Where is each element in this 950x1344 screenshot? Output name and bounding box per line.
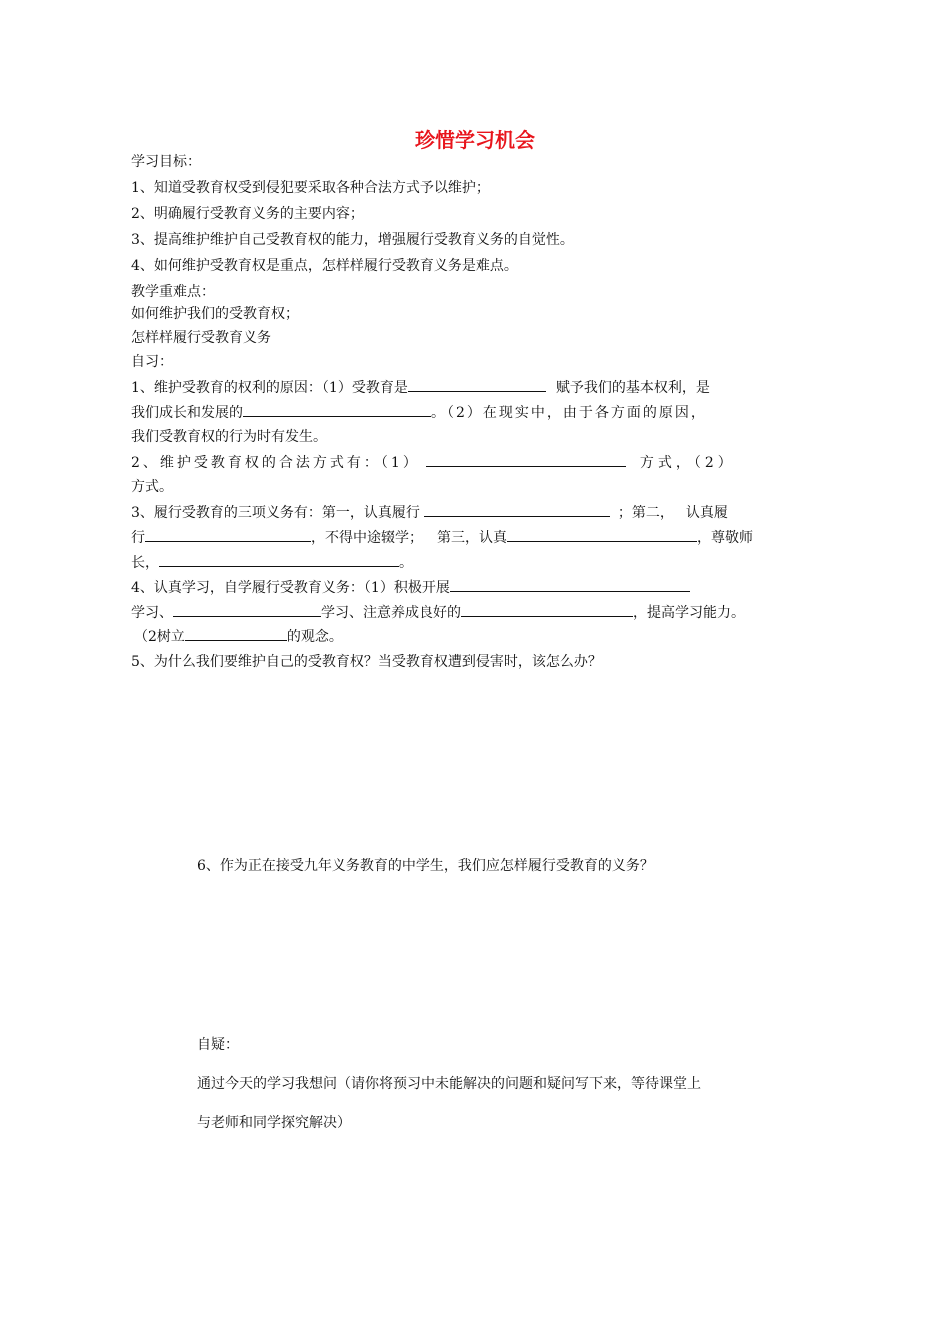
question-3-line-1: [131, 502, 811, 523]
self-doubt-heading: 自疑：: [197, 1037, 239, 1053]
q1-text-a: 1、维护受教育的权利的原因：（1）受教育是: [131, 380, 408, 396]
self-doubt-line-1: 通过今天的学习我想问（请你将预习中未能解决的问题和疑问写下来，等待课堂上: [197, 1076, 701, 1092]
q3-text-i: 。: [399, 555, 413, 571]
question-4-line-3: [134, 626, 814, 647]
q4-text-e: （2树立: [134, 629, 185, 645]
q4-blank-1[interactable]: [450, 577, 690, 592]
q1-blank-2[interactable]: [243, 402, 431, 417]
q1-text-c: 我们成长和发展的: [131, 405, 243, 421]
question-2-line-1: [131, 452, 811, 473]
q3-text-g: ，尊敬师: [697, 530, 753, 546]
q1-text-d: 。（2）在现实中，由于各方面的原因，: [431, 405, 707, 421]
key-point-item: 如何维护我们的受教育权；: [131, 306, 299, 322]
objective-item: 4、如何维护受教育权是重点，怎样样履行受教育义务是难点。: [131, 258, 518, 274]
question-4-line-1: [131, 577, 811, 598]
question-1-line-1: [131, 377, 811, 398]
q4-text-c: 学习、注意养成良好的: [321, 605, 461, 621]
question-4-line-2: [131, 602, 811, 623]
q1-blank-1[interactable]: [408, 377, 546, 392]
q1-text-e: 我们受教育权的行为时有发生。: [131, 429, 327, 445]
answer-area-6[interactable]: [197, 884, 797, 1024]
q2-blank-1[interactable]: [426, 452, 626, 467]
key-point-item: 怎样样履行受教育义务: [131, 330, 271, 346]
objectives-heading: 学习目标：: [131, 154, 201, 170]
q2-text-b: 方式，（2）: [639, 455, 736, 471]
question-3-line-2: [131, 527, 811, 548]
q4-blank-4[interactable]: [185, 626, 287, 641]
q2-text-c: 方式。: [131, 479, 173, 495]
q3-text-d: 行: [131, 530, 145, 546]
objective-item: 2、明确履行受教育义务的主要内容；: [131, 206, 364, 222]
q3-text-e: ，不得中途辍学；: [311, 530, 423, 546]
self-doubt-line-2: 与老师和同学探究解决）: [197, 1115, 351, 1131]
q3-blank-2[interactable]: [145, 527, 311, 542]
q4-text-a: 4、认真学习，自学履行受教育义务：（1）积极开展: [131, 580, 450, 596]
q4-blank-2[interactable]: [173, 602, 321, 617]
q4-blank-3[interactable]: [461, 602, 633, 617]
page-title: 珍惜学习机会: [415, 128, 535, 152]
question-6: 6、作为正在接受九年义务教育的中学生，我们应怎样履行受教育的义务？: [197, 858, 654, 874]
answer-area-5[interactable]: [131, 680, 811, 830]
q3-blank-3[interactable]: [507, 527, 697, 542]
key-points-heading: 教学重难点：: [131, 284, 215, 300]
q3-text-a: 3、履行受教育的三项义务有：第一，认真履行: [131, 505, 420, 521]
objective-item: 1、知道受教育权受到侵犯要采取各种合法方式予以维护；: [131, 180, 490, 196]
q4-text-b: 学习、: [131, 605, 173, 621]
q4-text-f: 的观念。: [286, 629, 343, 645]
objective-item: 3、提高维护维护自己受教育权的能力，增强履行受教育义务的自觉性。: [131, 232, 574, 248]
q3-text-f: 第三，认真: [437, 530, 507, 546]
q3-blank-4[interactable]: [159, 552, 399, 567]
q3-text-b: ；第二，: [617, 505, 674, 521]
q1-text-b: 赋予我们的基本权利，是: [555, 380, 710, 396]
question-3-line-3: [131, 552, 811, 573]
q3-text-c: 认真履: [685, 505, 728, 521]
q4-text-d: ，提高学习能力。: [633, 605, 745, 621]
q3-blank-1[interactable]: [424, 502, 610, 517]
self-study-heading: 自习：: [131, 354, 173, 370]
question-5: 5、为什么我们要维护自己的受教育权？当受教育权遭到侵害时，该怎么办？: [131, 654, 602, 670]
q2-text-a: 2、维护受教育权的合法方式有：（1）: [131, 455, 420, 471]
q3-text-h: 长，: [131, 555, 159, 571]
question-1-line-2: [131, 402, 811, 423]
